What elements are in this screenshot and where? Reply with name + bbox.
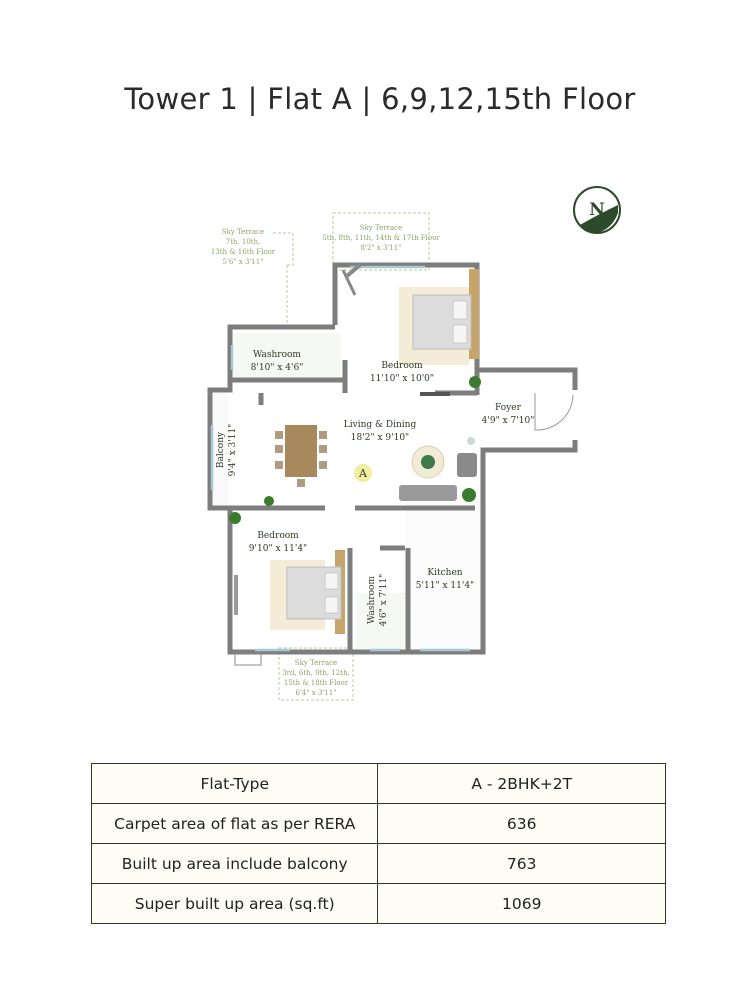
table-row <box>92 884 666 924</box>
dining-table <box>285 425 317 477</box>
kitchen-name: Kitchen <box>427 568 463 578</box>
living-dining-name: Living & Dining <box>343 420 417 430</box>
balcony-name: Balcony <box>216 431 226 469</box>
area-table <box>91 763 666 924</box>
terrace-top-name: Sky Terrace <box>359 224 403 232</box>
terrace-bottom-floors-1: 3rd, 6th, 9th, 12th, <box>282 669 350 677</box>
plant-icon <box>462 488 476 502</box>
terrace-bottom-floors-2: 15th & 18th Floor <box>283 679 349 687</box>
row-label: Super built up area (sq.ft) <box>92 884 378 924</box>
bedroom-second-name: Bedroom <box>257 531 299 541</box>
row-value: 636 <box>378 804 666 844</box>
armchair <box>457 453 477 477</box>
table-row <box>92 804 666 844</box>
flat-marker-letter: A <box>359 467 367 480</box>
plant-icon <box>229 512 241 524</box>
table-row <box>92 764 666 804</box>
row-value: A - 2BHK+2T <box>378 764 666 804</box>
row-label: Carpet area of flat as per RERA <box>92 804 378 844</box>
terrace-top-floors-1: 5th, 8th, 11th, 14th & 17th Floor <box>322 234 440 242</box>
wardrobe <box>234 575 238 615</box>
terrace-left-floors-2: 13th & 16th Floor <box>210 248 276 256</box>
row-label: Flat-Type <box>92 764 378 804</box>
washroom-top-dims: 8'10" x 4'6" <box>250 363 304 373</box>
terrace-top-dims: 8'2" x 3'11" <box>360 244 402 252</box>
bedroom-second-dims: 9'10" x 11'4" <box>248 544 308 554</box>
plant-icon <box>469 376 481 388</box>
floor-plan <box>195 205 595 715</box>
bedroom-master-name: Bedroom <box>381 361 423 371</box>
plant-icon <box>264 496 274 506</box>
pillow-2 <box>453 325 467 343</box>
compass-letter: N <box>589 200 605 220</box>
washroom-top-name: Washroom <box>253 350 301 360</box>
sky-terrace-left-leader <box>273 233 293 265</box>
pillow-4 <box>325 597 338 613</box>
row-value: 1069 <box>378 884 666 924</box>
terrace-left-dims: 5'6" x 3'11" <box>222 258 264 266</box>
ac-unit <box>235 653 261 665</box>
terrace-left-floors-1: 7th, 10th, <box>225 238 261 246</box>
row-label: Built up area include balcony <box>92 844 378 884</box>
balcony-dims: 9'4" x 3'11" <box>228 423 238 477</box>
terrace-bottom-dims: 6'4" x 3'11" <box>295 689 337 697</box>
foyer-dims: 4'9" x 7'10" <box>481 416 535 426</box>
coffee-table <box>421 455 435 469</box>
washroom-bottom-name: Washroom <box>367 576 377 624</box>
plant-icons <box>229 376 481 524</box>
table-row <box>92 844 666 884</box>
page-title: Tower 1 | Flat A | 6,9,12,15th Floor <box>124 82 636 116</box>
bedroom-master-dims: 11'10" x 10'0" <box>369 374 435 384</box>
kitchen-dims: 5'11" x 11'4" <box>415 581 475 591</box>
row-value: 763 <box>378 844 666 884</box>
tv-unit <box>420 392 450 396</box>
living-dining-dims: 18'2" x 9'10" <box>350 433 410 443</box>
pillow-3 <box>325 573 338 589</box>
washroom-bottom-dims: 4'6" x 7'11" <box>379 573 389 627</box>
terrace-left-name: Sky Terrace <box>221 228 265 236</box>
terrace-bottom-name: Sky Terrace <box>294 659 338 667</box>
pillow-1 <box>453 301 467 319</box>
sofa <box>399 485 457 501</box>
lamp <box>467 437 475 445</box>
foyer-name: Foyer <box>495 403 521 413</box>
